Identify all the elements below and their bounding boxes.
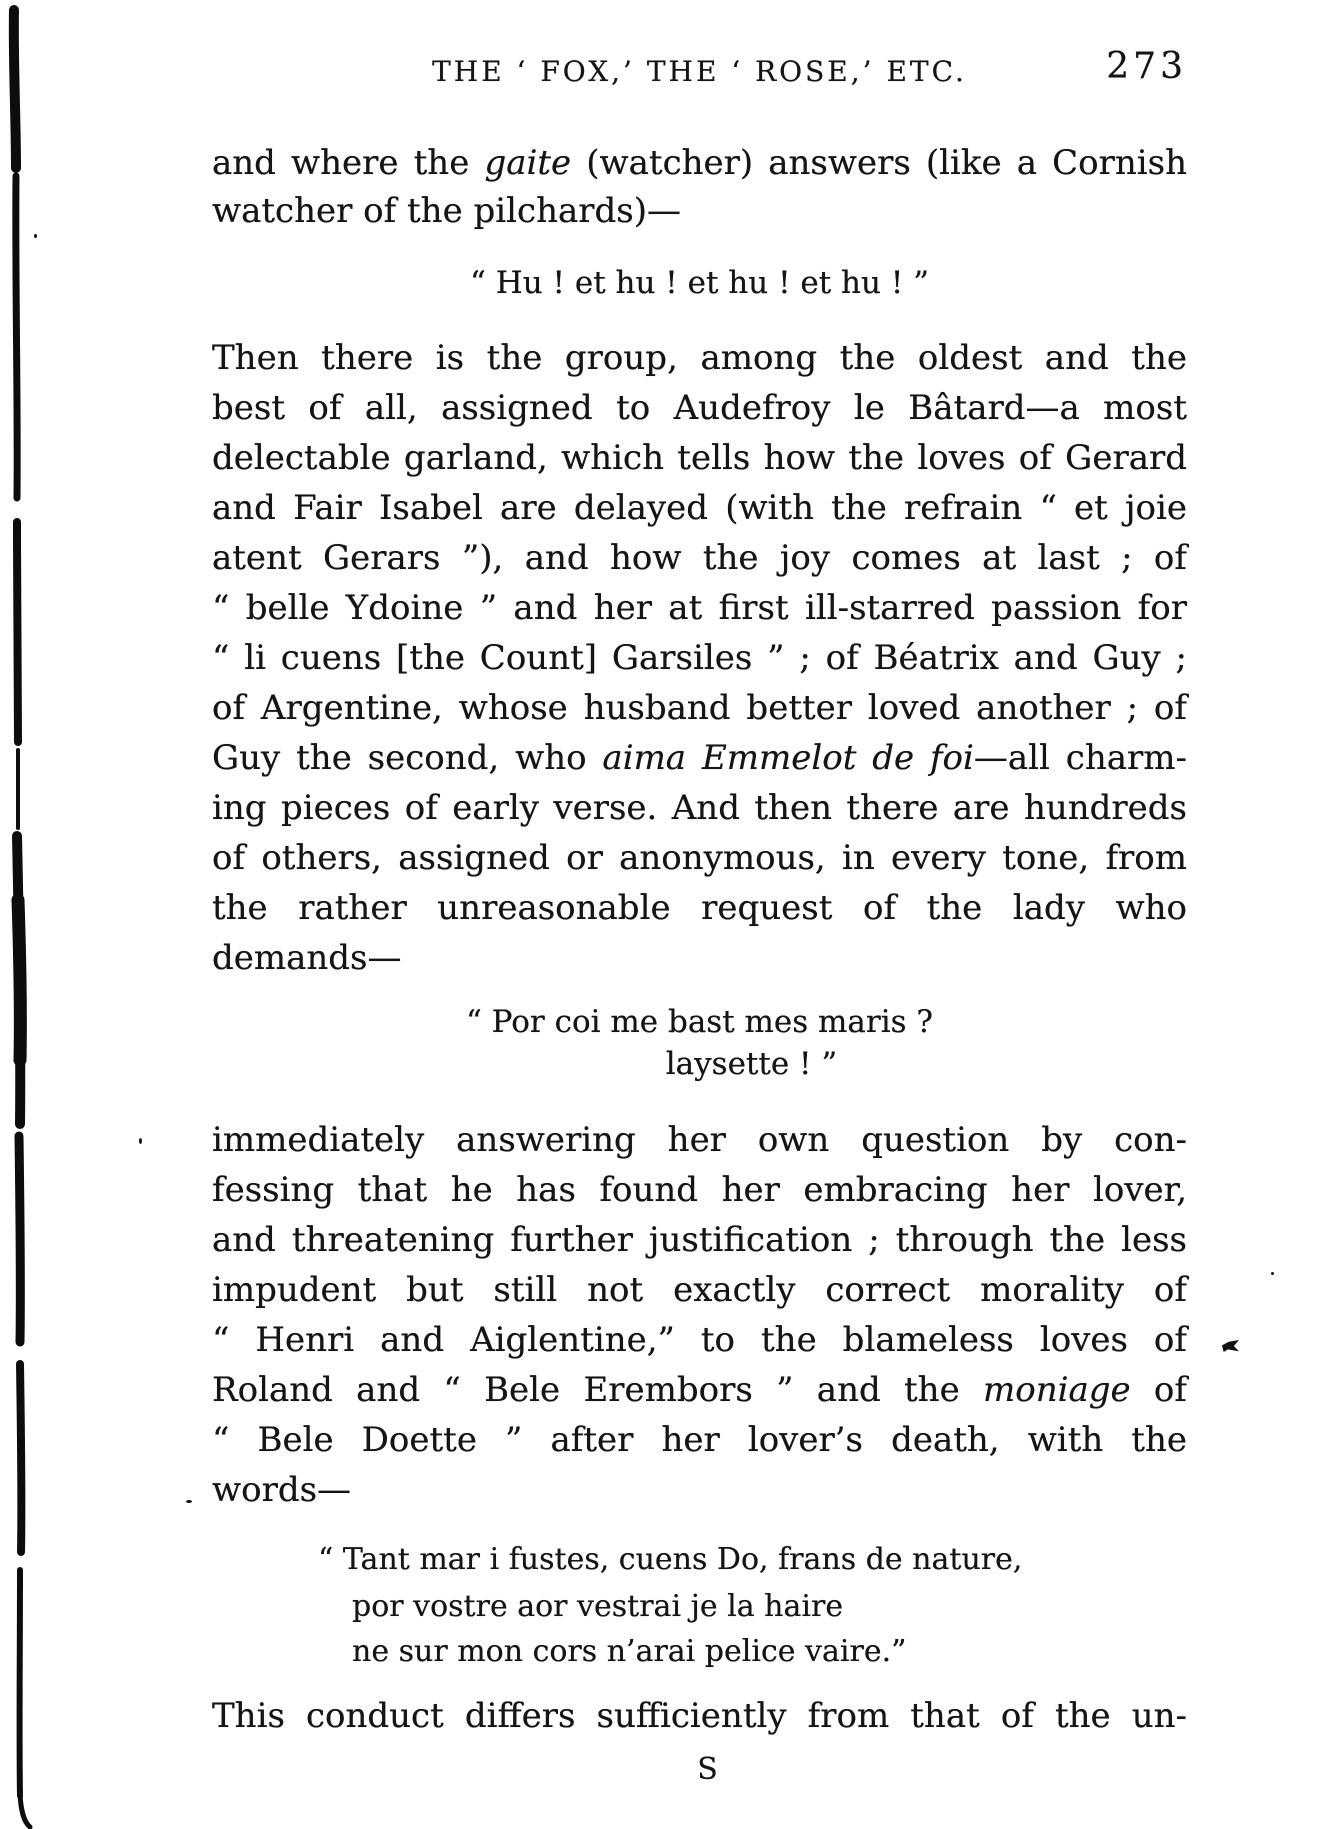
text-line xyxy=(212,138,1187,188)
text-line xyxy=(212,633,1187,683)
text-line xyxy=(212,1365,1187,1415)
line-text: fessing that he has found her embracing her lover, xyxy=(212,1170,1187,1210)
page-number: 273 xyxy=(1106,46,1187,87)
line-italic: aima Emmelot de foi xyxy=(602,738,974,778)
verse-quote-line: “ Hu ! et hu ! et hu ! et hu ! ” xyxy=(470,265,929,301)
verse-quote-line: laysette ! ” xyxy=(665,1046,838,1082)
text-line xyxy=(212,733,1187,783)
text-line xyxy=(212,383,1187,433)
verse-line: “ Tant mar i fustes, cuens Do, frans de nature, xyxy=(318,1542,1023,1577)
text-line xyxy=(212,333,1187,383)
text-line xyxy=(212,783,1187,833)
line-text: delectable garland, which tells how the loves of Gerard xyxy=(212,438,1187,478)
line-text: watcher of the pilchards)— xyxy=(212,191,681,231)
text-line xyxy=(212,1415,1187,1465)
verse-line: por vostre aor vestrai je la haire xyxy=(352,1589,844,1624)
line-text: best of all, assigned to Audefroy le Bâtard—a most xyxy=(212,388,1187,428)
text-line xyxy=(212,1465,1187,1515)
line-text: Guy the second, who xyxy=(212,738,603,778)
line-text: —all charm- xyxy=(973,738,1187,778)
text-line xyxy=(212,1165,1187,1215)
line-text: “ Bele Doette ” after her lover’s death, with the xyxy=(212,1420,1187,1460)
line-text: Then there is the group, among the oldest and the xyxy=(212,338,1187,378)
line-text: (watcher) answers (like a Cornish xyxy=(571,143,1187,183)
line-text: ing pieces of early verse. And then there are hundreds xyxy=(212,788,1187,828)
line-text: the rather unreasonable request of the lady who xyxy=(212,888,1187,928)
ink-speck xyxy=(1271,1272,1274,1275)
line-text: and where the xyxy=(212,143,485,183)
line-text: words— xyxy=(212,1470,352,1510)
ink-speck xyxy=(186,1500,192,1503)
page-header-title: THE ‘ FOX,’ THE ‘ ROSE,’ ETC. xyxy=(432,55,967,88)
text-line xyxy=(212,1265,1187,1315)
line-text: atent Gerars ”), and how the joy comes at last ; of xyxy=(212,538,1187,578)
line-text: Roland and “ Bele Erembors ” and the xyxy=(212,1370,983,1410)
text-line xyxy=(212,583,1187,633)
verse-line: ne sur mon cors n’arai pelice vaire.” xyxy=(352,1634,907,1669)
text-line xyxy=(212,483,1187,533)
line-text: and threatening further justification ; through the less xyxy=(212,1220,1187,1260)
line-text: “ li cuens [the Count] Garsiles ” ; of Béatrix and Guy ; xyxy=(212,638,1187,678)
line-text: of others, assigned or anonymous, in every tone, from xyxy=(212,838,1187,878)
line-text: This conduct differs sufficiently from that of the un- xyxy=(212,1696,1187,1736)
text-line xyxy=(212,683,1187,733)
text-line xyxy=(212,433,1187,483)
text-line xyxy=(212,1215,1187,1265)
line-text: “ Henri and Aiglentine,” to the blameless loves of xyxy=(212,1320,1187,1360)
line-italic: gaite xyxy=(484,143,572,183)
line-text: and Fair Isabel are delayed (with the refrain “ et joie xyxy=(212,488,1187,528)
line-text: of Argentine, whose husband better loved another ; of xyxy=(212,688,1187,728)
text-line xyxy=(212,1115,1187,1165)
ink-speck xyxy=(34,234,37,238)
text-line xyxy=(212,1315,1187,1365)
text-line xyxy=(212,186,1187,236)
text-line xyxy=(212,1691,1187,1741)
line-italic: moniage xyxy=(983,1370,1131,1410)
ink-speck xyxy=(139,1138,142,1144)
line-text: “ belle Ydoine ” and her at first ill-starred passion for xyxy=(212,588,1187,628)
line-text: of xyxy=(1130,1370,1187,1410)
scan-binding-artifact xyxy=(0,0,42,1829)
verse-quote-line: “ Por coi me bast mes maris ? xyxy=(465,1004,934,1040)
signature-mark: S xyxy=(697,1752,718,1787)
text-line xyxy=(212,533,1187,583)
line-text: impudent but still not exactly correct morality of xyxy=(212,1270,1187,1310)
ink-blot xyxy=(1222,1340,1239,1352)
text-line xyxy=(212,933,1187,983)
line-text: demands— xyxy=(212,938,402,978)
text-line xyxy=(212,883,1187,933)
line-text: immediately answering her own question by con- xyxy=(212,1120,1187,1160)
text-line xyxy=(212,833,1187,883)
